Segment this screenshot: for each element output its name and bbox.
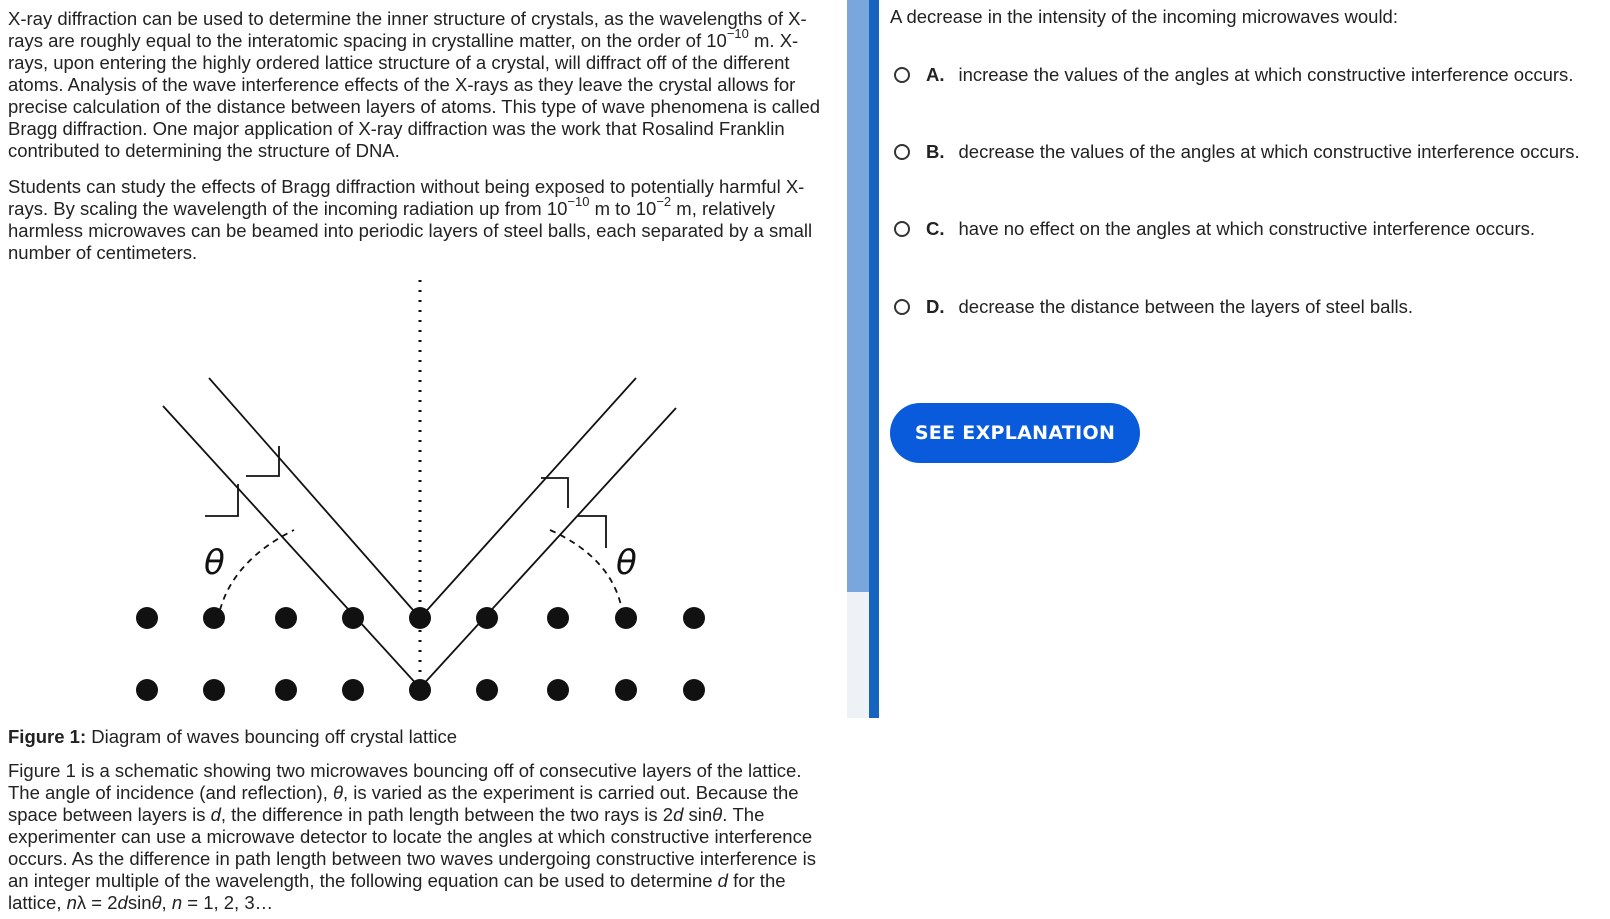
incident-ray-lower: [163, 406, 420, 688]
steel-ball: [275, 679, 297, 701]
choice-letter: B.: [926, 141, 945, 162]
answer-choice-d[interactable]: [894, 296, 1413, 318]
steel-ball: [136, 607, 158, 629]
choice-letter: C.: [926, 218, 945, 239]
steel-ball: [409, 607, 431, 629]
choice-text: decrease the values of the angles at which constructive interference occurs.: [958, 141, 1580, 162]
angle-arc-right: [550, 530, 622, 610]
steel-ball: [476, 607, 498, 629]
incident-ray-upper: [209, 378, 420, 618]
passage-paragraph-2: Students can study the effects of Bragg diffraction without being exposed to potentially harmful X-rays. By scaling the wavelength of the incoming radiation up from $10^{-10}$ m to $10^{-2}$ m, relatively harmless microwaves can be beamed into periodic layers of steel balls, each separated by a small number of centimeters.: [8, 176, 813, 263]
passage: [8, 8, 838, 264]
figure-caption: [8, 726, 838, 748]
steel-ball: [615, 679, 637, 701]
radio-button-icon[interactable]: [894, 221, 910, 237]
radio-button-icon[interactable]: [894, 67, 910, 83]
steel-ball: [203, 679, 225, 701]
choice-text: decrease the distance between the layers of steel balls.: [958, 296, 1414, 317]
radio-button-icon[interactable]: [894, 144, 910, 160]
theta-label-right: θ: [616, 543, 637, 583]
choice-text: have no effect on the angles at which constructive interference occurs.: [958, 218, 1536, 239]
theta-label-left: θ: [204, 543, 225, 583]
choice-letter: D.: [926, 296, 945, 317]
figure-caption-label: Figure 1:: [8, 726, 87, 747]
steel-ball: [547, 679, 569, 701]
angle-arc-left: [220, 530, 294, 610]
answer-choice-b[interactable]: [894, 141, 1580, 163]
bragg-diffraction-figure: [0, 268, 830, 708]
steel-ball: [476, 679, 498, 701]
question-prompt: A decrease in the intensity of the incoming microwaves would:: [890, 6, 1398, 27]
choice-text: increase the values of the angles at which constructive interference occurs.: [958, 64, 1574, 85]
figure-caption-text: Diagram of waves bouncing off crystal lattice: [86, 726, 457, 747]
steel-ball: [275, 607, 297, 629]
lattice-row-1: [136, 607, 705, 629]
lattice-diagram: [0, 268, 830, 708]
steel-ball: [547, 607, 569, 629]
arrow-head: [246, 446, 279, 476]
pane-scrollbar-thumb[interactable]: [847, 0, 869, 592]
steel-ball: [409, 679, 431, 701]
answer-choice-a[interactable]: [894, 64, 1573, 86]
steel-ball: [342, 607, 364, 629]
figure-explanation: [8, 760, 838, 914]
pane-divider[interactable]: [869, 0, 879, 718]
arrow-head: [541, 478, 568, 508]
steel-ball: [683, 679, 705, 701]
answer-choice-c[interactable]: [894, 218, 1535, 240]
steel-ball: [203, 607, 225, 629]
lattice-row-2: [136, 679, 705, 701]
reflected-ray-lower: [420, 408, 676, 688]
passage-paragraph-1: X-ray diffraction can be used to determine the inner structure of crystals, as the wavelengths of X-rays are roughly equal to the interatomic spacing in crystalline matter, on the order of $10^{-10}$ m. X-rays, upon entering the highly ordered lattice structure of a crystal, will diffract off of the different atoms. Analysis of the wave interference effects of the X-rays as they leave the crystal allows for precise calculation of the distance between layers of atoms. This type of wave phenomena is called Bragg diffraction. One major application of X-ray diffraction was the work that Rosalind Franklin contributed to determining the structure of DNA.: [8, 8, 821, 161]
arrow-head: [578, 516, 606, 548]
radio-button-icon[interactable]: [894, 299, 910, 315]
steel-ball: [136, 679, 158, 701]
figure-explanation-paragraph: Figure 1 is a schematic showing two microwaves bouncing off of consecutive layers of the lattice. The angle of incidence (and reflection), θ, is varied as the experiment is carried out. Because the space between layers is d, the difference in path length between the two rays is 2d sinθ. The experimenter can use a microwave detector to locate the angles at which constructive interference occurs. As the difference in path length between two waves undergoing constructive interference is an integer multiple of the wavelength, the following equation can be used to determine d for the lattice, nλ = 2dsinθ, n = 1, 2, 3…: [8, 760, 816, 913]
pane-scrollbar-track[interactable]: [847, 592, 869, 718]
reflected-ray-upper: [420, 378, 636, 618]
choice-letter: A.: [926, 64, 945, 85]
arrow-head: [205, 484, 238, 516]
see-explanation-button[interactable]: SEE EXPLANATION: [890, 403, 1140, 463]
steel-ball: [342, 679, 364, 701]
steel-ball: [615, 607, 637, 629]
steel-ball: [683, 607, 705, 629]
